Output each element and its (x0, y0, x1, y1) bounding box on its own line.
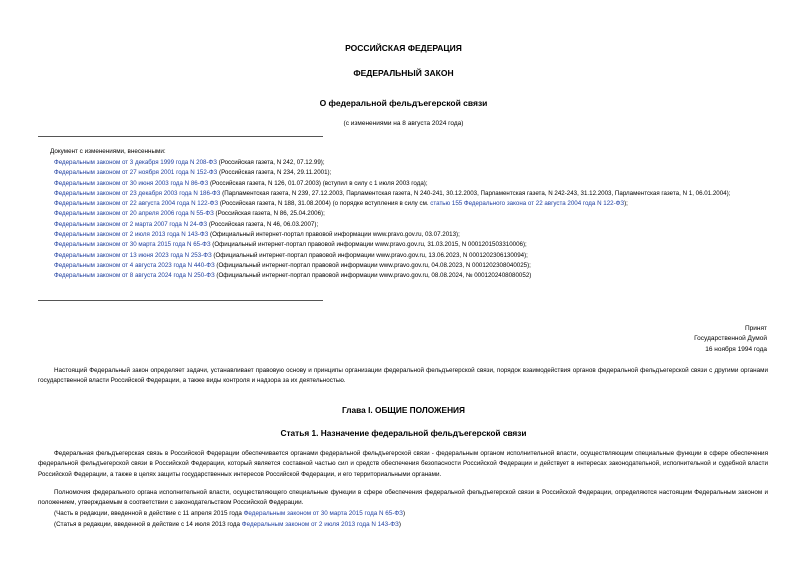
amendment-item: Федеральным законом от 2 июля 2013 года N 143-ФЗ (Официальный интернет-портал правовой информации www.pravo.gov.ru, 03.07.2013); (54, 231, 460, 239)
note-link-143fz[interactable]: Федеральным законом от 2 июля 2013 года N 143-ФЗ (241, 521, 399, 528)
article-heading: Статья 1. Назначение федеральной фельдъегерской связи (280, 428, 527, 438)
law-title: О федеральной фельдъегерской связи (319, 98, 488, 108)
amendment-link[interactable]: Федеральным законом от 8 августа 2024 года N 250-ФЗ (54, 272, 215, 280)
divider-top (38, 136, 323, 137)
note-link-65fz[interactable]: Федеральным законом от 30 марта 2015 года N 65-ФЗ (243, 510, 403, 517)
amendment-link[interactable]: Федеральным законом от 13 июня 2023 года N 253-ФЗ (54, 251, 212, 259)
edition-note: (с изменениями на 8 августа 2024 года) (343, 120, 464, 127)
accepted-line: Принят (744, 325, 767, 332)
edition-note-2: (Статья в редакции, введенной в действие с 14 июля 2013 года Федеральным законом от 2 июля 2013 года N 143-ФЗ) (54, 521, 401, 528)
amendments-heading: Документ с изменениями, внесенными: (50, 148, 166, 155)
amendment-link[interactable]: Федеральным законом от 2 марта 2007 года N 24-ФЗ (54, 220, 208, 228)
amendment-item: Федеральным законом от 30 марта 2015 года N 65-ФЗ (Официальный интернет-портал правовой информации www.pravo.gov.ru, 31.03.2015, N 0001201503310006); (54, 241, 527, 249)
amendment-link[interactable]: Федеральным законом от 30 марта 2015 года N 65-ФЗ (54, 241, 211, 249)
country-heading: РОССИЙСКАЯ ФЕДЕРАЦИЯ (345, 43, 462, 53)
article-paragraph-1: Федеральная фельдъегерская связь в Российской Федерации обеспечивается органами федеральной фельдъегерской связи - федеральным органом исполнительной власти, осуществляющим специальные функции в сфере обеспечения федеральной фельдъегерской связи в Российской Федерации, который является составной частью сил и средств обеспечения безопасности Российской Федерации и действует в интересах законодательной, исполнительной и судебной власти Российской Федерации, а также в целях защиты государственных интересов Российской Федерации, и его территориальными органами. (38, 450, 768, 478)
amendment-item: Федеральным законом от 27 ноября 2001 года N 152-ФЗ (Российская газета, N 234, 29.11.2001); (54, 169, 332, 177)
amendment-item: Федеральным законом от 30 июня 2003 года N 86-ФЗ (Российская газета, N 126, 01.07.2003) (вступил в силу с 1 июля 2003 года); (54, 179, 428, 187)
amendments-list (38, 158, 773, 282)
amendment-item: Федеральным законом от 13 июня 2023 года N 253-ФЗ (Официальный интернет-портал правовой информации www.pravo.gov.ru, 13.06.2023, N 0001202306130094); (54, 251, 528, 259)
chapter-heading: Глава I. ОБЩИЕ ПОЛОЖЕНИЯ (341, 405, 465, 415)
accepted-block (567, 324, 767, 355)
amendment-link[interactable]: Федеральным законом от 30 июня 2003 года N 86-ФЗ (54, 179, 209, 187)
amendment-item: Федеральным законом от 23 декабря 2003 года N 186-ФЗ (Парламентская газета, N 239, 27.12.2003, Парламентская газета, N 240-241, 30.12.2003, Парламентская газета, N 242-243, 31.12.2003, Парламентская газета, N 1, 06.01.2004); (54, 189, 731, 197)
amendment-item: Федеральным законом от 22 августа 2004 года N 122-ФЗ (Российская газета, N 188, 31.08.2004) (о порядке вступления в силу см. статью 155 Федерального закона от 22 августа 2004 года N 122-ФЗ); (54, 200, 628, 208)
amendment-item: Федеральным законом от 20 апреля 2006 года N 55-ФЗ (Российская газета, N 86, 25.04.2006); (54, 210, 325, 218)
amendment-link[interactable]: Федеральным законом от 2 июля 2013 года N 143-ФЗ (54, 231, 209, 239)
intro-paragraph: Настоящий Федеральный закон определяет задачи, устанавливает правовую основу и принципы организации федеральной фельдъегерской связи, порядок взаимодействия органов федеральной фельдъегерской связи с другими органами государственной власти Российской Федерации, а также виды контроля и надзора за их деятельностью. (38, 367, 768, 385)
accepted-body: Государственной Думой (694, 335, 767, 343)
amendment-link[interactable]: Федеральным законом от 20 апреля 2006 года N 55-ФЗ (54, 210, 214, 218)
amendment-link[interactable]: Федеральным законом от 4 августа 2023 года N 440-ФЗ (54, 261, 215, 269)
article-155-link[interactable]: статью 155 Федерального закона от 22 августа 2004 года N 122-ФЗ (430, 200, 625, 208)
amendment-link[interactable]: Федеральным законом от 27 ноября 2001 года N 152-ФЗ (54, 169, 218, 177)
amendment-item: Федеральным законом от 3 декабря 1999 года N 208-ФЗ (Российская газета, N 242, 07.12.99); (54, 159, 325, 166)
amendment-link[interactable]: Федеральным законом от 3 декабря 1999 года N 208-ФЗ (54, 159, 217, 166)
edition-note-1: (Часть в редакции, введенной в действие с 11 апреля 2015 года Федеральным законом от 30 марта 2015 года N 65-ФЗ) (54, 510, 406, 517)
amendment-link[interactable]: Федеральным законом от 22 августа 2004 года N 122-ФЗ (54, 200, 219, 208)
article-paragraph-2: Полномочия федерального органа исполнительной власти, осуществляющего специальные функции в сфере обеспечения федеральной фельдъегерской связи в Российской Федерации, определяются настоящим Федеральным законом и положением, утверждаемым в соответствии с законодательством Российской Федерации. (38, 489, 768, 507)
amendment-item: Федеральным законом от 8 августа 2024 года N 250-ФЗ (Официальный интернет-портал правовой информации www.pravo.gov.ru, 08.08.2024, № 0001202408080052) (54, 272, 532, 280)
amendment-link[interactable]: Федеральным законом от 23 декабря 2003 года N 186-ФЗ (54, 189, 221, 197)
divider-bottom (38, 300, 323, 301)
accepted-date: 16 ноября 1994 года (705, 345, 767, 353)
doc-type-heading: ФЕДЕРАЛЬНЫЙ ЗАКОН (353, 68, 454, 78)
amendment-item: Федеральным законом от 4 августа 2023 года N 440-ФЗ (Официальный интернет-портал правовой информации www.pravo.gov.ru, 04.08.2023, N 0001202308040025); (54, 261, 531, 269)
amendment-item: Федеральным законом от 2 марта 2007 года N 24-ФЗ (Российская газета, N 46, 06.03.2007); (54, 220, 319, 228)
